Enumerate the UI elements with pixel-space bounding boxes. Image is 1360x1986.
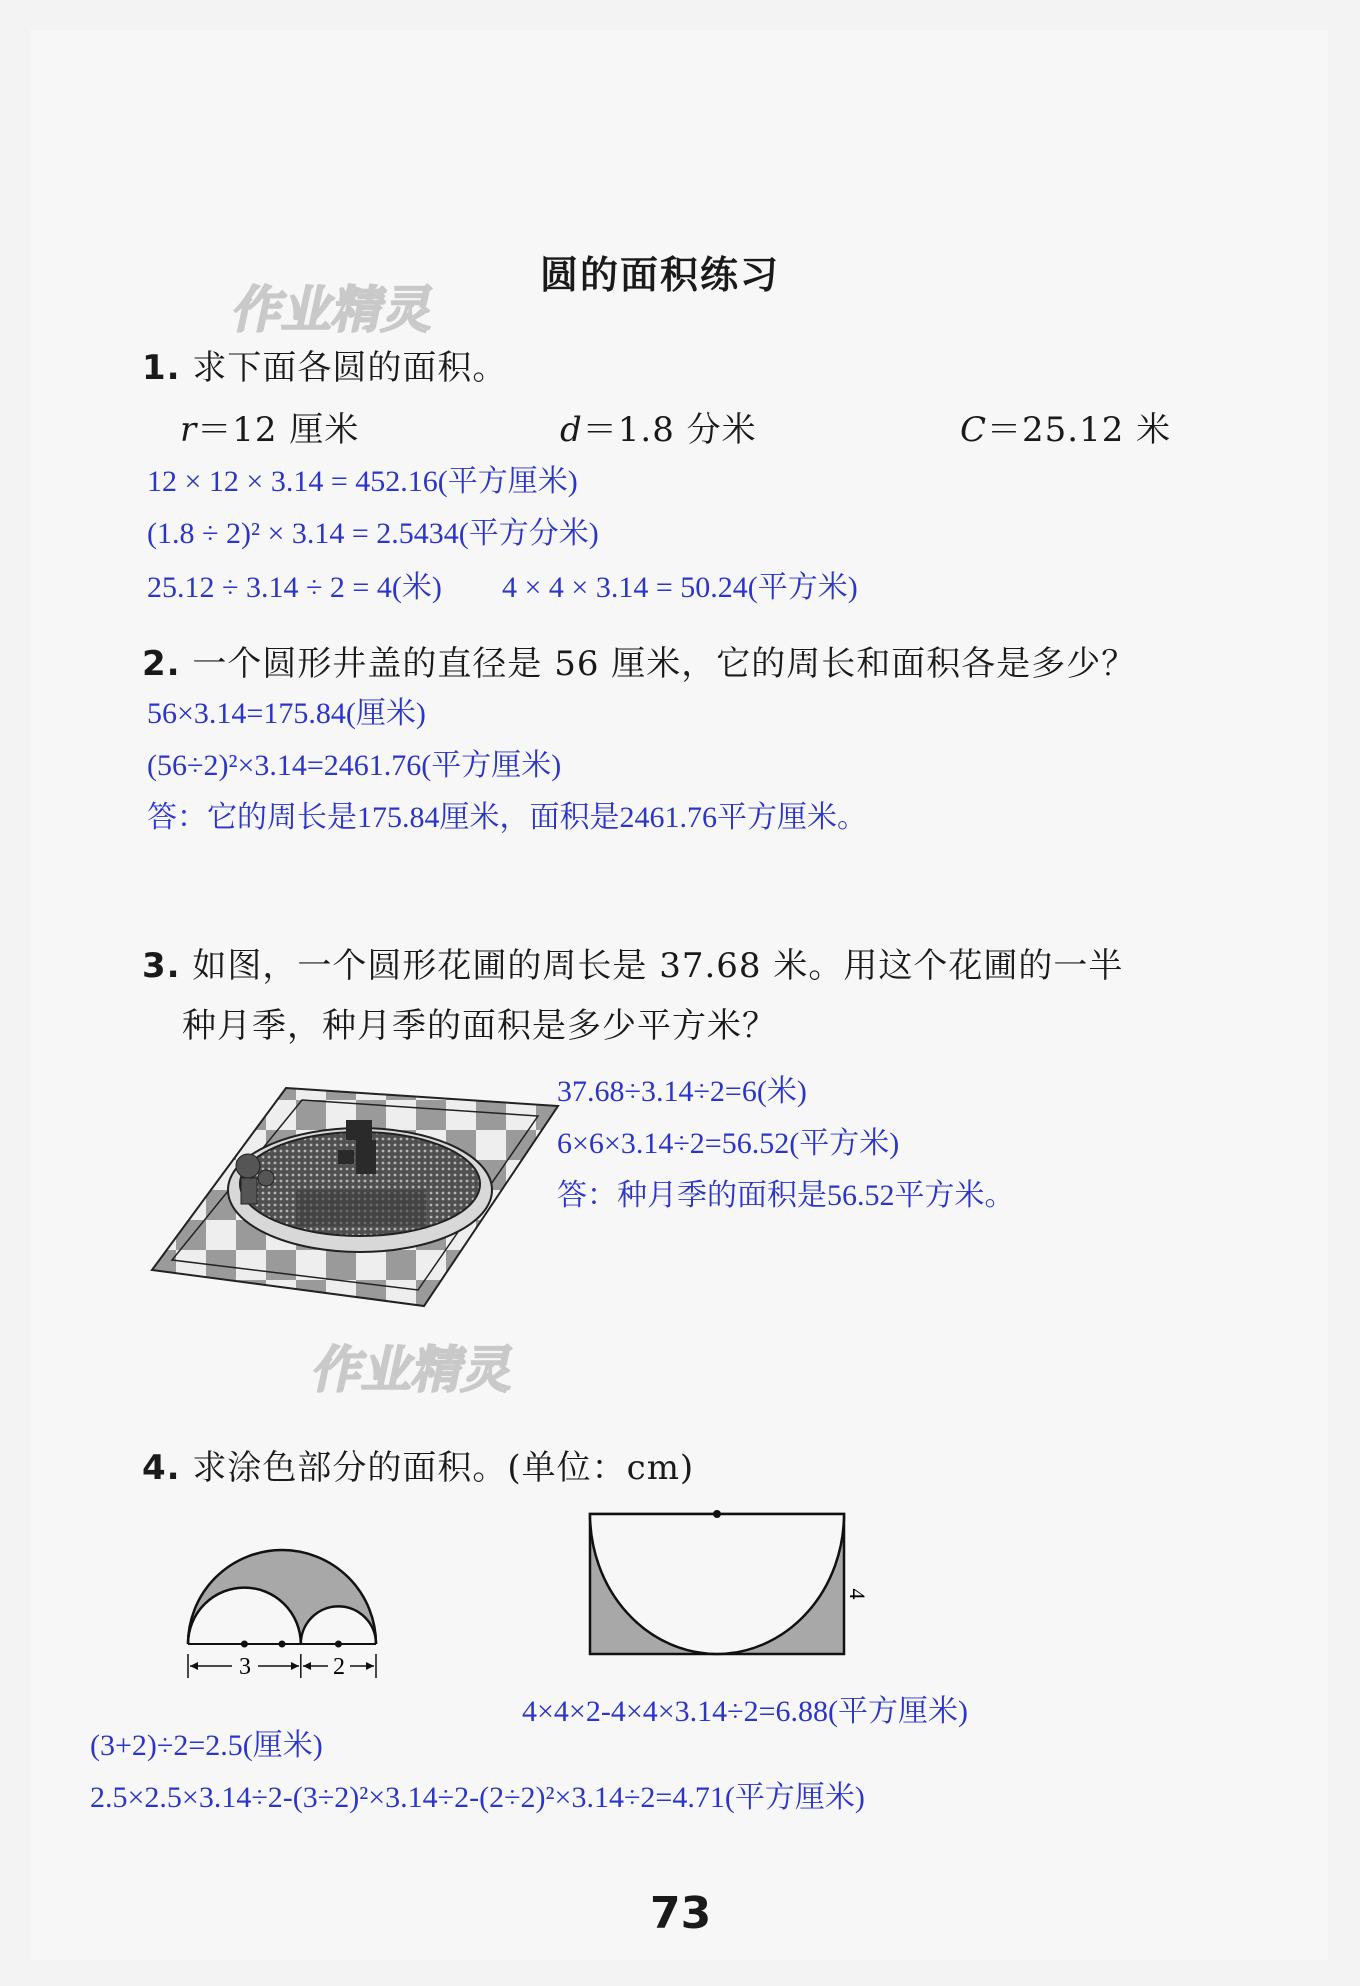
- q2-prompt: [142, 636, 1136, 685]
- q1-given-d: [560, 402, 757, 451]
- q1-given-r-var: r: [180, 410, 198, 450]
- q4-fig1-label-2: 2: [333, 1654, 345, 1680]
- q1-answer-4: 4 × 4 × 3.14 = 50.24(平方米): [502, 571, 858, 604]
- q4-figure-rectangle: [560, 1490, 870, 1680]
- q4-answer-fig1-1: (3+2)÷2=2.5(厘米): [90, 1729, 323, 1762]
- q4-answer-fig1-2: 2.5×2.5×3.14÷2-(3÷2)²×3.14÷2-(2÷2)²×3.14÷2=4.71(平方厘米): [90, 1781, 865, 1814]
- q3-prompt-line2: 种月季，种月季的面积是多少平方米？: [182, 1006, 777, 1046]
- q4-answer-fig2: 4×4×2-4×4×3.14÷2=6.88(平方厘米): [522, 1695, 969, 1728]
- q4-prompt: [142, 1440, 694, 1489]
- q1-answer-3: 25.12 ÷ 3.14 ÷ 2 = 4(米): [147, 571, 442, 604]
- q3-answer-3: 答：种月季的面积是56.52平方米。: [557, 1179, 1015, 1212]
- q2-answer-2: (56÷2)²×3.14=2461.76(平方厘米): [147, 749, 562, 782]
- q1-answer-2: (1.8 ÷ 2)² × 3.14 = 2.5434(平方分米): [147, 517, 599, 550]
- q4-fig2-label-4: 4: [845, 1588, 870, 1600]
- q4-fig1-label-3: 3: [239, 1654, 251, 1680]
- q1-text: 求下面各圆的面积。: [192, 348, 508, 388]
- page-title: 圆的面积练习: [540, 253, 781, 297]
- q1-given-d-value: ＝1.8 分米: [582, 410, 757, 450]
- q2-text: 一个圆形井盖的直径是 56 厘米，它的周长和面积各是多少？: [192, 644, 1137, 684]
- q1-given-d-var: d: [560, 410, 583, 450]
- q3-answer-2: 6×6×3.14÷2=56.52(平方米): [557, 1127, 900, 1160]
- q4-text: 求涂色部分的面积。(单位：cm): [192, 1448, 695, 1488]
- q1-given-c-var: C: [960, 410, 988, 450]
- q3-text-1: 如图，一个圆形花圃的周长是 37.68 米。用这个花圃的一半: [192, 946, 1124, 986]
- q1-given-c: [960, 402, 1171, 451]
- q1-given-c-value: ＝25.12 米: [987, 410, 1172, 450]
- flower-bed-illustration: [146, 1070, 566, 1320]
- worksheet-page: [30, 30, 1328, 1960]
- q2-answer-3: 答：它的周长是175.84厘米，面积是2461.76平方厘米。: [147, 801, 867, 834]
- q3-number: 3.: [142, 946, 181, 986]
- q1-number: 1.: [142, 348, 181, 388]
- watermark-top: 作业精灵: [227, 281, 441, 339]
- q1-answer-1: 12 × 12 × 3.14 = 452.16(平方厘米): [147, 465, 578, 498]
- page-number: 73: [650, 1888, 712, 1939]
- q3-answer-1: 37.68÷3.14÷2=6(米): [557, 1075, 807, 1108]
- q2-number: 2.: [142, 644, 181, 684]
- q1-given-r: [180, 402, 359, 451]
- q4-figure-semicircles: [168, 1510, 488, 1690]
- q4-number: 4.: [142, 1448, 181, 1488]
- q1-prompt: [142, 340, 507, 389]
- q3-prompt-line1: [142, 938, 1123, 987]
- q2-answer-1: 56×3.14=175.84(厘米): [147, 697, 426, 730]
- q1-given-r-value: ＝12 厘米: [197, 410, 360, 450]
- watermark-middle: 作业精灵: [307, 1341, 521, 1399]
